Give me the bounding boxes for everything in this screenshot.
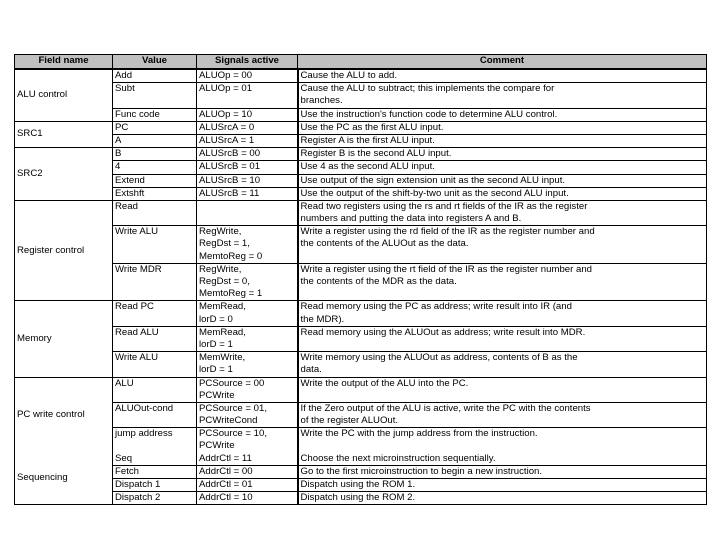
field-name-cell	[15, 148, 113, 201]
signal-text: ALUSrcB = 01	[199, 161, 261, 173]
value-text: Read ALU	[115, 326, 159, 338]
comment-cell	[298, 377, 707, 402]
table-row	[15, 174, 707, 187]
comment-cell	[298, 187, 707, 200]
comment-cell	[298, 148, 707, 161]
value-text: Write MDR	[115, 263, 162, 275]
comment-cell	[298, 200, 707, 225]
comment-text: Register A is the first ALU input.	[300, 134, 435, 146]
value-text: Write ALU	[115, 226, 159, 238]
value-cell	[113, 187, 197, 200]
value-text: Write ALU	[115, 352, 159, 364]
signal-text: AddrCtl = 10	[199, 492, 253, 504]
table-row	[15, 465, 707, 478]
value-text: jump address	[115, 428, 173, 440]
value-cell	[113, 492, 197, 505]
value-cell	[113, 174, 197, 187]
value-text: Add	[115, 70, 133, 81]
comment-text: data.	[300, 364, 322, 376]
comment-text: Use the PC as the first ALU input.	[300, 121, 444, 133]
value-cell	[113, 148, 197, 161]
signal-text: ALUSrcA = 1	[199, 134, 255, 146]
comment-text: If the Zero output of the ALU is active, write the PC with the contents	[300, 402, 591, 414]
signals-cell	[197, 263, 298, 301]
comment-text: Dispatch using the ROM 2.	[300, 492, 416, 504]
signals-cell	[197, 83, 298, 108]
comment-text: Use the instruction's function code to determine ALU control.	[300, 108, 558, 120]
table-row	[15, 428, 707, 453]
signals-cell	[197, 69, 298, 83]
signals-cell	[197, 428, 298, 453]
header-signals-active: Signals active	[197, 55, 298, 70]
header-value: Value	[113, 55, 197, 70]
value-text: Extshft	[115, 187, 145, 199]
comment-text: Write memory using the ALUOut as address, contents of B as the	[300, 352, 578, 364]
value-text: Read PC	[115, 301, 154, 313]
comment-text: Write a register using the rd field of the IR as the register number and	[300, 226, 595, 238]
signals-cell	[197, 148, 298, 161]
field-name-cell	[15, 200, 113, 301]
comment-text: Go to the first microinstruction to begin a new instruction.	[300, 465, 543, 477]
signal-text: RegWrite,	[199, 263, 242, 275]
signals-cell	[197, 108, 298, 121]
table-row	[15, 453, 707, 466]
comment-cell	[298, 83, 707, 108]
signal-text: MemtoReg = 1	[199, 288, 263, 300]
comment-text: Use 4 as the second ALU input.	[300, 161, 435, 173]
value-text: Subt	[115, 83, 135, 95]
signal-text: PCWriteCond	[199, 415, 258, 427]
signals-cell	[197, 352, 298, 377]
signal-text: PCSource = 10,	[199, 428, 267, 440]
value-text: Func code	[115, 108, 160, 120]
signal-text: lorD = 0	[199, 313, 233, 325]
signal-text: RegDst = 1,	[199, 238, 250, 250]
table-row	[15, 492, 707, 505]
value-cell	[113, 428, 197, 453]
comment-cell	[298, 226, 707, 264]
comment-text: the MDR).	[300, 313, 345, 325]
table-row	[15, 121, 707, 134]
field-name: PC write control	[17, 408, 85, 420]
comment-cell	[298, 263, 707, 301]
signals-cell	[197, 377, 298, 402]
signal-text: MemRead,	[199, 301, 246, 313]
comment-text: the contents of the MDR as the data.	[300, 276, 457, 287]
comment-cell	[298, 492, 707, 505]
comment-text: the contents of the ALUOut as the data.	[300, 238, 469, 250]
signal-text: MemtoReg = 0	[199, 250, 263, 262]
field-name: SRC2	[17, 167, 43, 179]
table-row	[15, 69, 707, 83]
comment-text: Read memory using the ALUOut as address; write result into MDR.	[300, 326, 586, 338]
signal-text: MemWrite,	[199, 352, 246, 364]
value-cell	[113, 83, 197, 108]
comment-text: Write the PC with the jump address from the instruction.	[300, 428, 538, 440]
value-cell	[113, 465, 197, 478]
field-name-cell	[15, 69, 113, 121]
value-text: Dispatch 2	[115, 492, 161, 504]
comment-text: Read two registers using the rs and rt fields of the IR as the register	[300, 200, 588, 212]
value-text: Read	[115, 200, 138, 212]
signal-text	[199, 201, 295, 213]
comment-cell	[298, 174, 707, 187]
value-cell	[113, 108, 197, 121]
comment-text: Read memory using the PC as address; write result into IR (and	[300, 301, 572, 313]
table-row	[15, 83, 707, 108]
signal-text: MemRead,	[199, 326, 246, 338]
signals-cell	[197, 479, 298, 492]
microinstruction-field-table	[14, 54, 707, 505]
signal-text: ALUOp = 01	[199, 83, 253, 95]
field-name-cell	[15, 301, 113, 377]
signal-text: ALUSrcB = 00	[199, 148, 261, 160]
value-cell	[113, 479, 197, 492]
table-row	[15, 263, 707, 301]
signals-cell	[197, 174, 298, 187]
header-field-name: Field name	[15, 55, 113, 70]
comment-cell	[298, 69, 707, 83]
signal-text: ALUSrcB = 11	[199, 187, 260, 199]
comment-cell	[298, 134, 707, 147]
value-text: Dispatch 1	[115, 479, 161, 490]
value-cell	[113, 301, 197, 326]
header-row	[15, 55, 707, 70]
signal-text: lorD = 1	[199, 364, 233, 376]
value-text: ALUOut-cond	[115, 402, 174, 414]
table-row	[15, 134, 707, 147]
value-text: B	[115, 148, 122, 160]
signals-cell	[197, 187, 298, 200]
signal-text: ALUSrcA = 0	[199, 121, 255, 133]
signals-cell	[197, 453, 298, 466]
signals-cell	[197, 161, 298, 174]
comment-cell	[298, 108, 707, 121]
header-comment: Comment	[298, 55, 707, 70]
comment-text: Choose the next microinstruction sequentially.	[300, 452, 496, 464]
table-row	[15, 187, 707, 200]
value-cell	[113, 226, 197, 264]
value-text: Seq	[115, 452, 133, 464]
comment-text: Use the output of the shift-by-two unit as the second ALU input.	[300, 187, 569, 199]
table-row	[15, 200, 707, 225]
field-name: Memory	[17, 332, 52, 344]
comment-cell	[298, 402, 707, 427]
signals-cell	[197, 492, 298, 505]
signals-cell	[197, 134, 298, 147]
signals-cell	[197, 465, 298, 478]
comment-cell	[298, 121, 707, 134]
table-row	[15, 402, 707, 427]
value-text: 4	[115, 161, 121, 173]
table-body	[15, 69, 707, 505]
signal-text: PCWrite	[199, 440, 235, 452]
value-cell	[113, 402, 197, 427]
field-name-cell	[15, 453, 113, 505]
signals-cell	[197, 226, 298, 264]
signals-cell	[197, 402, 298, 427]
comment-text: branches.	[300, 95, 343, 107]
comment-cell	[298, 479, 707, 492]
value-cell	[113, 263, 197, 301]
signals-cell	[197, 200, 298, 225]
signal-text: PCWrite	[199, 389, 235, 401]
comment-text: Use output of the sign extension unit as the second ALU input.	[300, 174, 566, 186]
field-name: SRC1	[17, 128, 43, 140]
table-row	[15, 301, 707, 326]
comment-text: Dispatch using the ROM 1.	[300, 479, 416, 490]
value-cell	[113, 453, 197, 466]
comment-cell	[298, 465, 707, 478]
field-name-cell	[15, 121, 113, 147]
value-text: Extend	[115, 174, 145, 186]
signal-text: PCSource = 00	[199, 377, 265, 389]
signals-cell	[197, 301, 298, 326]
comment-text: of the register ALUOut.	[300, 415, 399, 427]
comment-text: Write the output of the ALU into the PC.	[300, 377, 469, 389]
comment-text: numbers and putting the data into registers A and B.	[300, 213, 522, 225]
signal-text: PCSource = 01,	[199, 402, 267, 414]
value-cell	[113, 121, 197, 134]
signal-text: AddrCtl = 11	[199, 452, 252, 464]
signals-cell	[197, 121, 298, 134]
value-cell	[113, 69, 197, 83]
signal-text: AddrCtl = 00	[199, 465, 253, 477]
comment-cell	[298, 352, 707, 377]
comment-text: Cause the ALU to subtract; this implements the compare for	[300, 83, 555, 95]
signal-text: RegWrite,	[199, 226, 242, 238]
comment-text: Cause the ALU to add.	[300, 70, 398, 81]
comment-cell	[298, 161, 707, 174]
field-name: Sequencing	[17, 472, 68, 484]
signal-text: lorD = 1	[199, 338, 233, 350]
comment-cell	[298, 326, 707, 351]
table-row	[15, 148, 707, 161]
table-row	[15, 226, 707, 264]
table-row	[15, 479, 707, 492]
value-cell	[113, 326, 197, 351]
value-text: ALU	[115, 377, 134, 389]
comment-text: Register B is the second ALU input.	[300, 148, 452, 160]
comment-cell	[298, 301, 707, 326]
field-name: ALU control	[17, 89, 68, 101]
table-row	[15, 326, 707, 351]
signal-text: RegDst = 0,	[199, 276, 250, 287]
value-cell	[113, 200, 197, 225]
table-row	[15, 161, 707, 174]
signal-text: ALUSrcB = 10	[199, 174, 261, 186]
comment-cell	[298, 453, 707, 466]
value-cell	[113, 134, 197, 147]
signal-text: ALUOp = 00	[199, 70, 253, 81]
value-text: A	[115, 134, 122, 146]
value-text: PC	[115, 121, 129, 133]
field-name: Register control	[17, 244, 85, 256]
value-cell	[113, 161, 197, 174]
value-cell	[113, 377, 197, 402]
field-name-cell	[15, 377, 113, 453]
signal-text: AddrCtl = 01	[199, 479, 253, 490]
value-cell	[113, 352, 197, 377]
table-row	[15, 377, 707, 402]
table-row	[15, 352, 707, 377]
value-text: Fetch	[115, 465, 139, 477]
signal-text: ALUOp = 10	[199, 108, 253, 120]
table-row	[15, 108, 707, 121]
signals-cell	[197, 326, 298, 351]
comment-text: Write a register using the rt field of the IR as the register number and	[300, 263, 593, 275]
comment-cell	[298, 428, 707, 453]
